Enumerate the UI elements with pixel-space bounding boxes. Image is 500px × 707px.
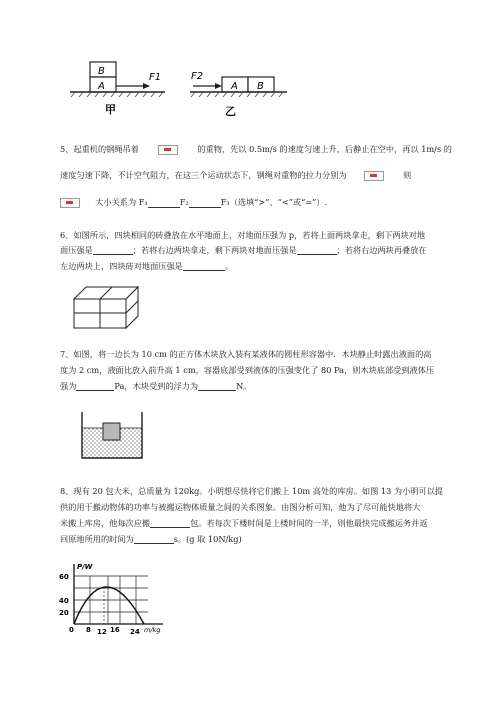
broken-image-icon (364, 171, 384, 181)
answer-blank[interactable] (198, 381, 236, 391)
label-b-left: B (98, 66, 105, 77)
figure-container (78, 410, 150, 462)
q8-line4: 回原地所用的时间为 s。(g 取 10N/kg) (60, 534, 242, 544)
q7-line3: 强为 Pa，木块受到的浮力为 N。 (60, 381, 252, 391)
broken-image-icon (158, 145, 178, 155)
x-tick: 0 (69, 626, 74, 634)
q7-line1: 7、如图，将一边长为 10 cm 的正方体木块放入装有某液体的圆柱形容器中．木块静止时露出液面的高 (60, 349, 432, 359)
y-tick: 20 (59, 609, 69, 617)
x-tick: 24 (130, 628, 140, 635)
q6-line1: 6、如图所示，四块相同的砖叠放在水平地面上，对地面压强为 p，若将上面两块拿走，剩下两块对地 (60, 230, 426, 240)
x-tick: 8 (86, 626, 91, 634)
answer-blank[interactable] (297, 245, 337, 255)
x-tick: 16 (110, 626, 120, 634)
wood-block (103, 423, 120, 440)
label-yi: 乙 (225, 105, 236, 118)
answer-blank[interactable] (93, 245, 133, 255)
label-a-right: A (231, 81, 238, 92)
q8-line2: 供的用于搬动物体的功率与被搬运物体质量之间的关系图象。由图分析可知，他为了尽可能快地将大 (60, 502, 421, 512)
q5-line3: 大小关系为 F₁ F₂ F₃（选填“>”、“<”或“=”）. (60, 197, 327, 208)
answer-blank[interactable] (150, 518, 190, 528)
answer-blank[interactable] (189, 198, 221, 208)
q6-line2: 面压强是 ；若将右边两块拿走，剩下两块对地面压强是 ；若将右边两块再叠放在 (60, 245, 427, 255)
q6-line3: 左边两块上，四块砖对地面压强是 。 (60, 261, 234, 271)
q5-line2: 速度匀速下降，不计空气阻力，在这三个运动状态下，钢绳对重物的拉力分别为 则 (60, 170, 412, 180)
answer-blank[interactable] (148, 198, 180, 208)
q5-line1: 5、起重机的钢绳吊着 的重物，先以 0.5m/s 的速度匀速上升，后静止在空中，再以 1m/s 的 (60, 144, 452, 154)
q7-line2: 度为 2 cm，液面比放入前升高 1 cm，容器底部受到液体的压强变化了 80 Pa，则木块底部受到液体压 (60, 365, 435, 375)
answer-blank[interactable] (134, 534, 174, 544)
figure-bricks (72, 283, 144, 333)
label-b-right: B (257, 81, 264, 92)
label-a-left: A (98, 81, 105, 92)
y-axis-label: P/W (77, 563, 93, 571)
x-axis-label: m/kg (144, 626, 161, 634)
force-f2-label: F2 (191, 71, 204, 82)
force-f1-label: F1 (149, 72, 162, 83)
answer-blank[interactable] (183, 261, 225, 271)
figure-blocks (65, 58, 300, 122)
x-tick: 12 (97, 628, 107, 635)
q8-line3: 米搬上库房，他每次应搬 包。若每次下楼时间是上楼时间的一半，则他最快完成搬运务并返 (60, 518, 428, 528)
figure-power-graph (58, 560, 178, 635)
answer-blank[interactable] (76, 381, 114, 391)
q8-line1: 8、现有 20 包大米，总质量为 120kg。小明想尽快将它们搬上 10m 高处的库房。如图 13 为小明可以提 (60, 486, 444, 496)
y-tick: 40 (59, 597, 69, 605)
y-tick: 60 (59, 573, 69, 581)
label-jia: 甲 (105, 103, 116, 116)
broken-image-icon (60, 198, 80, 208)
